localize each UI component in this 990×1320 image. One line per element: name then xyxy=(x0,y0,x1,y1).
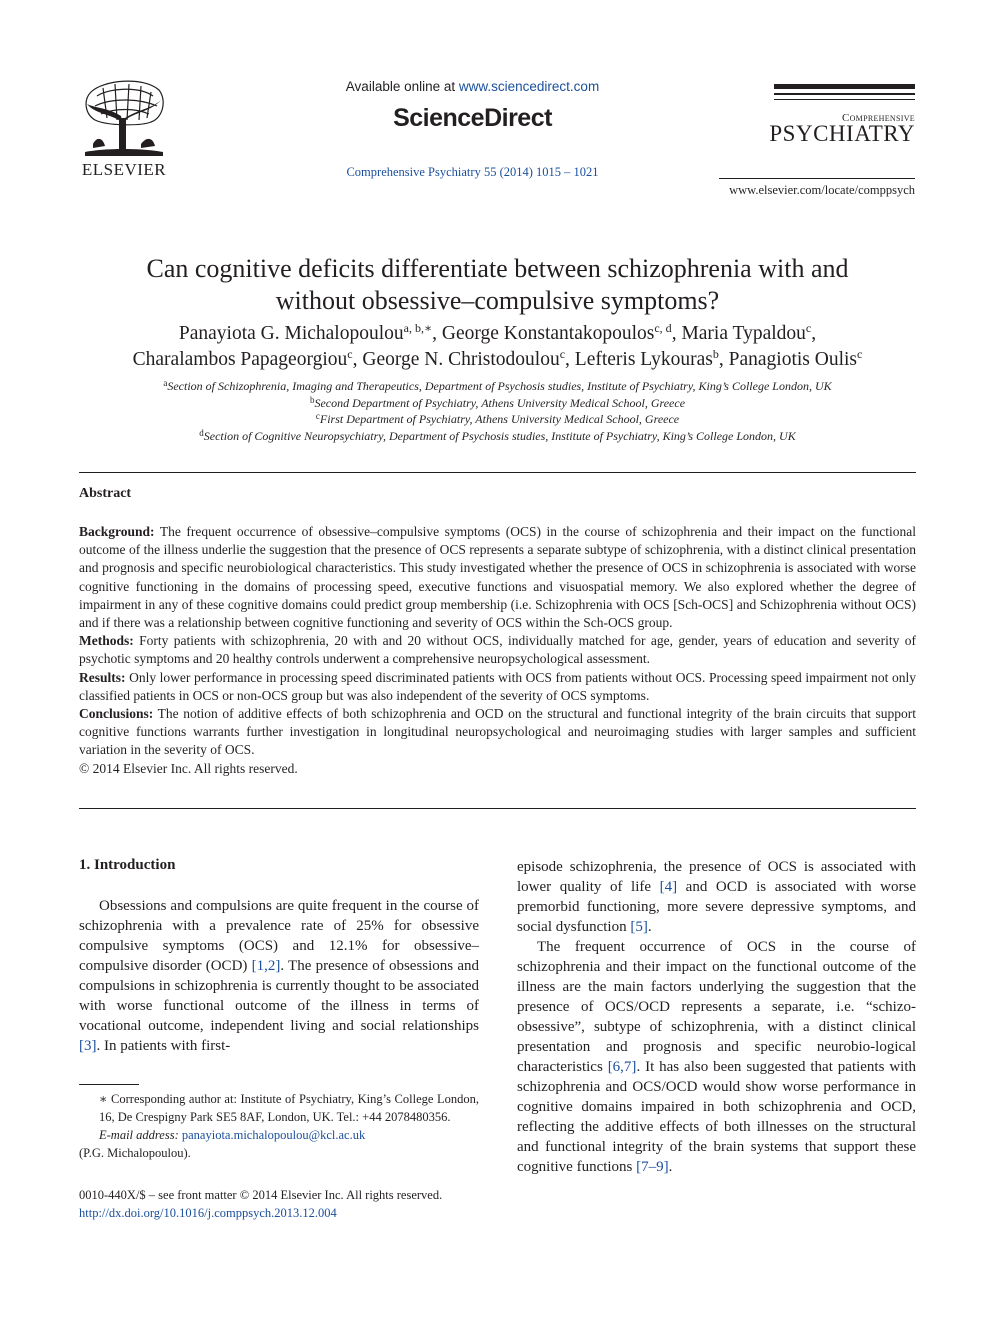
citation-link[interactable]: [4] xyxy=(659,879,678,895)
affiliation xyxy=(79,428,916,445)
author-line-1: Panayiota G. Michalopoulou$^{a, b,∗}$, George Konstantakopoulos$^{c, d}$, Maria Typaldou$^c$, xyxy=(178,321,817,344)
citation-link[interactable]: [3] xyxy=(79,1038,97,1054)
author-name[interactable]: Maria Typaldou xyxy=(681,323,806,344)
elsevier-tree-icon xyxy=(81,78,167,160)
section-heading-introduction: 1. Introduction xyxy=(79,857,176,873)
corresponding-author: ∗ Corresponding author at: Institute of Psychiatry, King’s College London, 16, De Crespigny Park SE5 8AF, London, UK. Tel.: +44 2078480356. xyxy=(99,1092,479,1124)
abstract-top-rule xyxy=(79,472,916,473)
citation-link[interactable]: [1,2] xyxy=(251,958,281,974)
affiliation-label: c xyxy=(315,411,320,421)
abstract-label: Methods: xyxy=(79,633,134,649)
title-line-2: without obsessive–compulsive symptoms? xyxy=(275,286,720,315)
affiliation-text: Second Department of Psychiatry, Athens University Medical School, Greece xyxy=(314,395,686,410)
author-name[interactable]: Panagiotis Oulis xyxy=(728,349,858,370)
author-name[interactable]: George N. Christodoulou xyxy=(362,349,560,370)
affiliation-text: First Department of Psychiatry, Athens University Medical School, Greece xyxy=(319,412,680,426)
corresponding-author-footnote xyxy=(79,1090,479,1162)
right-column xyxy=(517,857,916,1177)
abstract-label: Conclusions: xyxy=(79,706,154,722)
email-owner: (P.G. Michalopoulou). xyxy=(79,1146,191,1160)
affiliations xyxy=(79,378,916,444)
author-sup: b xyxy=(712,347,719,361)
affiliation-label: a xyxy=(163,378,168,388)
body-text: The frequent occurrence of OCS in the course of schizophrenia and their impact on the functional outcome of the illness are the main factors underlying the suggestion that the presence of OCS/OCD represents a separate, i.e. “schizo-obsessive”, subtype of schizophrenia, with a distinct clinical presentation and prognosis and specific neurobio-logical characteristics xyxy=(517,939,916,1075)
abstract-text: Only lower performance in processing speed discriminated patients with OCS from patients without OCS. Processing speed impairment not only classified patients in OCS or non-OCS group but was also independent of the severity of OCS symptoms. xyxy=(79,669,916,703)
abstract-text: The notion of additive effects of both schizophrenia and OCD on the structural and functional integrity of the brain circuits that support cognitive functions warrants further investigation in longitudinal neuropsychological and neuroimaging studies with larger samples and sufficient variation in the severity of OCS. xyxy=(79,706,916,758)
left-column xyxy=(79,896,479,1056)
email-line xyxy=(79,1126,479,1144)
available-prefix: Available online at xyxy=(345,79,459,94)
abstract-text: The frequent occurrence of obsessive–compulsive symptoms (OCS) in the course of schizophrenia and their impact on the functional outcome of the illness underlie the suggestion that the presence of OCS represents a separate subtype of schizophrenia, with a distinct clinical presentation and prognosis and specific neurobiological characteristics. This study investigated whether the presence of OCS in schizophrenia is associated with worse cognitive functioning in the domains of processing speed, executive functions and visuospatial memory. We also explored whether the degree of impairment in any of these cognitive domains could predict group membership (i.e. Schizophrenia with OCS [Sch-OCS] and Schizophrenia without OCS) and if there was a relationship between cognitive functioning and severity of OCS within the Sch-OCS group. xyxy=(79,524,916,631)
sciencedirect-link[interactable]: www.sciencedirect.com xyxy=(458,79,600,94)
footnote-rule xyxy=(79,1084,139,1085)
body-text: . xyxy=(647,919,652,935)
email-link[interactable]: panayiota.michalopoulou@kcl.ac.uk xyxy=(181,1128,366,1142)
publisher-wordmark: ELSEVIER xyxy=(81,160,167,179)
author-name[interactable]: George Konstantakopoulos xyxy=(441,323,655,344)
author-sup: c xyxy=(857,347,863,361)
body-text: . The presence of obsessions and compulsions in schizophrenia is currently thought to be associated with worse functional outcome of the illness in terms of vocational outcome, independent living and social relationships xyxy=(79,958,480,1034)
issn-line: 0010-440X/$ – see front matter © 2014 Elsevier Inc. All rights reserved. xyxy=(79,1188,443,1202)
journal-logo-small: Comprehensive xyxy=(841,112,915,124)
header-divider xyxy=(719,178,915,179)
available-online xyxy=(300,79,645,94)
abstract-methods xyxy=(79,632,916,668)
logo-rule-mid xyxy=(774,93,915,95)
author-name[interactable]: Charalambos Papageorgiou xyxy=(132,349,348,370)
abstract-label: Background: xyxy=(79,524,155,539)
affiliation-text: Section of Schizophrenia, Imaging and Therapeutics, Department of Psychosis studies, Institute of Psychiatry, King’s College London, UK xyxy=(167,379,832,393)
abstract-body xyxy=(79,523,916,778)
journal-logo xyxy=(769,84,915,150)
author-sup: c xyxy=(559,347,566,361)
affiliation-text: Section of Cognitive Neuropsychiatry, Department of Psychosis studies, Institute of Psychiatry, King’s College London, UK xyxy=(203,428,796,443)
author-name[interactable]: Panayiota G. Michalopoulou xyxy=(178,323,404,344)
body-text: and OCD is associated with worse premorbid functioning, more severe depressive symptoms, and social dysfunction xyxy=(517,879,916,935)
front-matter xyxy=(79,1186,479,1222)
logo-rule-thick xyxy=(774,84,915,89)
affiliation xyxy=(79,411,916,428)
intro-paragraph-2 xyxy=(517,937,916,1177)
doi-link[interactable]: http://dx.doi.org/10.1016/j.comppsych.2013.12.004 xyxy=(79,1206,337,1220)
citation-link[interactable]: [6,7] xyxy=(607,1059,637,1075)
intro-paragraph-1-cont xyxy=(517,857,916,937)
affiliation-label: b xyxy=(309,394,315,405)
author-list xyxy=(79,321,916,373)
abstract-label: Results: xyxy=(79,669,126,685)
abstract-heading: Abstract xyxy=(79,486,132,501)
body-text: . It has also been suggested that patients with schizophrenia and OCS/OCD would show worse performance in cognitive domains impaired in both schizophrenia and OCD, reflecting the additive effects of both illnesses on the structural and functional integrity of the brain systems that support these cognitive functions xyxy=(517,1059,917,1175)
abstract-results xyxy=(79,669,916,705)
elsevier-logo xyxy=(79,78,169,182)
affiliation xyxy=(79,378,916,395)
body-text: episode schizophrenia, the presence of OCS is associated with lower quality of life xyxy=(517,859,916,895)
affiliation xyxy=(79,395,916,412)
journal-citation-link[interactable]: Comprehensive Psychiatry 55 (2014) 1015 – 1021 xyxy=(346,165,599,179)
title-line-1: Can cognitive deficits differentiate between schizophrenia with and xyxy=(146,254,849,283)
logo-rule-thin xyxy=(774,99,915,100)
author-sup: c xyxy=(805,321,812,335)
abstract-copyright: © 2014 Elsevier Inc. All rights reserved. xyxy=(79,760,298,776)
intro-paragraph-1 xyxy=(79,896,479,1056)
abstract-text: Forty patients with schizophrenia, 20 with and 20 without OCS, individually matched for age, gender, years of education and severity of psychotic symptoms and 20 healthy controls underwent a comprehensive neuropsychological assessment. xyxy=(79,633,916,667)
journal-url-link[interactable]: www.elsevier.com/locate/comppsych xyxy=(729,183,915,197)
affiliation-label: d xyxy=(199,427,204,438)
body-text: Obsessions and compulsions are quite frequent in the course of schizophrenia with a prevalence rate of 25% for obsessive compulsive symptoms (OCS) and 12.1% for obsessive–compulsive disorder (OCD) xyxy=(79,898,479,974)
author-line-2: Charalambos Papageorgiou$^c$, George N. Christodoulou$^c$, Lefteris Lykouras$^b$, Panagiotis Oulis$^c$ xyxy=(132,347,863,370)
email-label: E-mail address: xyxy=(99,1128,179,1142)
abstract-conclusions xyxy=(79,705,916,760)
journal-logo-big: PSYCHIATRY xyxy=(769,121,915,146)
sciencedirect-brand: ScienceDirect xyxy=(393,104,552,132)
author-sup: a, b,∗ xyxy=(403,321,433,335)
body-text: . In patients with first- xyxy=(96,1038,231,1054)
abstract-background xyxy=(79,523,916,632)
citation-link[interactable]: [5] xyxy=(630,919,648,935)
body-text: . xyxy=(668,1159,673,1175)
citation-link[interactable]: [7–9] xyxy=(636,1159,669,1175)
author-name[interactable]: Lefteris Lykouras xyxy=(574,349,713,370)
author-sup: c, d xyxy=(654,321,672,335)
author-sup: c xyxy=(347,347,353,361)
article-title xyxy=(79,253,916,317)
abstract-bottom-rule xyxy=(79,808,916,809)
